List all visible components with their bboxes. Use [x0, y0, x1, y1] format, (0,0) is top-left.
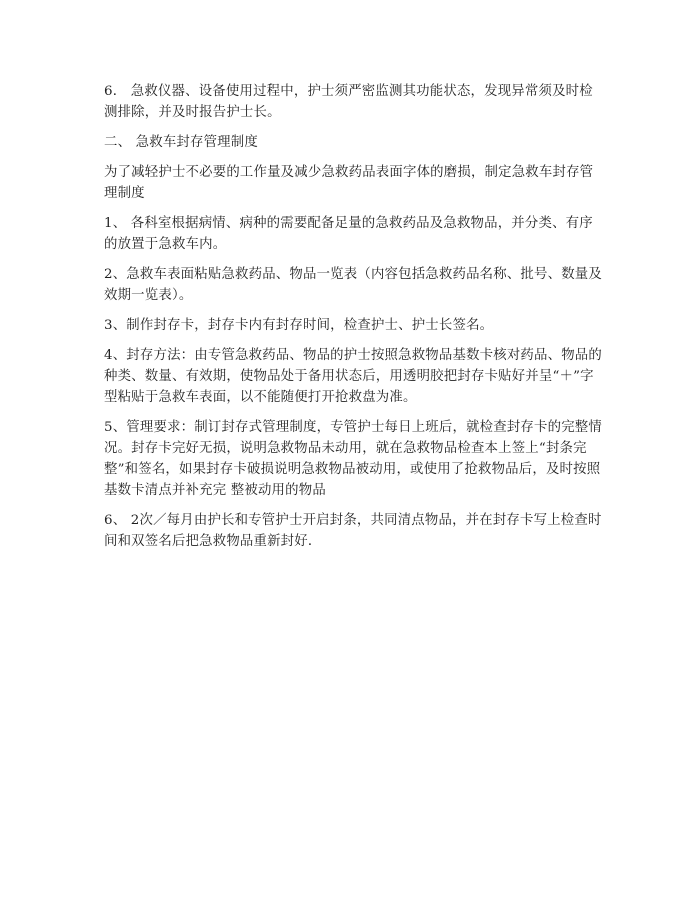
paragraph-item-1: 1、 各科室根据病情、病种的需要配备足量的急救药品及急救物品，并分类、有序的放置于急救车内。: [104, 216, 593, 252]
paragraph-item-5: 5、管理要求：制订封存式管理制度，专管护士每日上班后，就检查封存卡的完整情况。封存卡完好无损，说明急救物品未动用，就在急救物品检查本上签上“封条完整”和签名，如果封存卡破损说明急救物品被动用，或使用了抢救物品后，及时按照基数卡清点并补充完 整被动用的物品: [104, 420, 602, 498]
section-heading-cart-sealing: 二、 急救车封存管理制度: [104, 135, 258, 150]
paragraph-item-4: 4、封存方法：由专管急救药品、物品的护士按照急救物品基数卡核对药品、物品的种类、数量、有效期，使物品处于备用状态后，用透明胶把封存卡贴好并呈“＋”字型粘贴于急救车表面，以不能随便打开抢救盘为准。: [104, 348, 602, 405]
paragraph-item-3: 3、制作封存卡，封存卡内有封存时间，检查护士、护士长签名。: [104, 318, 494, 333]
paragraph-equipment-monitoring: 6． 急救仪器、设备使用过程中，护士须严密监测其功能状态，发现异常须及时检测排除，并及时报告护士长。: [104, 84, 593, 120]
paragraph-item-6: 6、 2次／每月由护长和专管护士开启封条，共同清点物品，并在封存卡写上检查时间和双签名后把急救物品重新封好．: [104, 513, 602, 549]
paragraph-purpose: 为了减轻护士不必要的工作量及减少急救药品表面字体的磨损，制定急救车封存管理制度: [104, 165, 594, 201]
paragraph-item-2: 2、急救车表面粘贴急救药品、物品一览表（内容包括急救药品名称、批号、数量及效期一览表）。: [104, 267, 602, 303]
document-page: [104, 81, 604, 561]
